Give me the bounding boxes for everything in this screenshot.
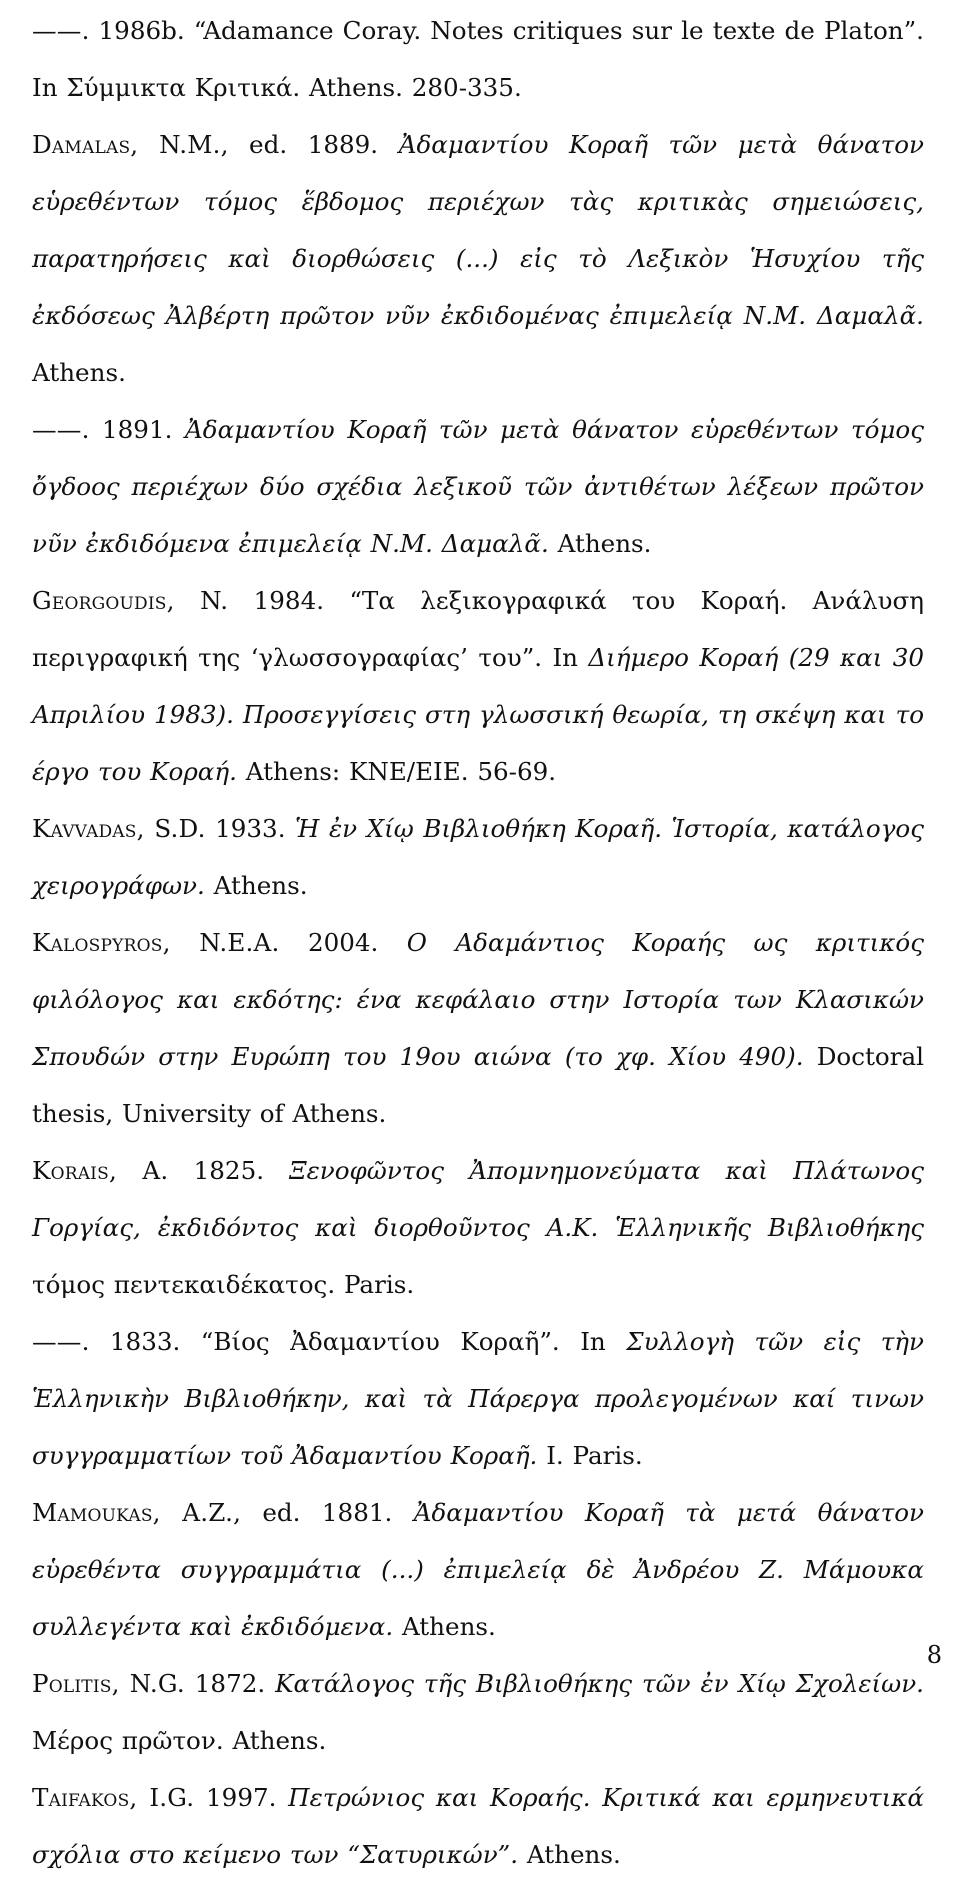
entry-rest-2: Athens: ΚΝΕ/ΕΙΕ. 56-69. <box>236 757 557 786</box>
entry-rest: Athens. <box>393 1612 496 1641</box>
entry-date: . 1986b. <box>81 16 185 45</box>
entry-rest: Athens. <box>548 529 652 558</box>
bibliography-entry <box>32 572 924 800</box>
entry-title: Κατάλογος τῆς Βιβλιοθήκης τῶν ἐν Χίῳ Σχολείων. <box>275 1669 925 1698</box>
bibliography-entry <box>32 1313 924 1484</box>
entry-title: Ἡ ἐν Χίῳ Βιβλιοθήκη Κοραῆ. Ἱστορία, κατάλογος χειρογράφων. <box>32 814 924 900</box>
entry-date: , ed. 1889. <box>220 130 399 159</box>
entry-title: Ἀδαμαντίου Κοραῆ τὰ μετά θάνατον εὑρεθέντα συγγραμμάτια (...) ἐπιμελείᾳ δὲ Ἀνδρέου Ζ. Μάμουκα συλλεγέντα καὶ ἐκδιδόμενα. <box>32 1498 924 1641</box>
entry-author: Politis, N.G. <box>32 1669 185 1698</box>
entry-author: Kalospyros, N.E.A. <box>32 928 280 957</box>
entry-rest-2: I. Paris. <box>537 1441 643 1470</box>
entry-author: —— <box>32 16 82 45</box>
entry-date: , ed. 1881. <box>233 1498 414 1527</box>
entry-title: Πετρώνιος και Κοραής. Κριτικά και ερμηνευτικά σχόλια στο κείμενο των “Σατυρικών”. <box>32 1783 925 1869</box>
entry-date: . 1833. <box>81 1327 201 1356</box>
entry-author: —— <box>32 415 82 444</box>
bibliography-entry <box>32 2 924 116</box>
entry-rest: “Adamance Coray. Notes critiques sur le texte de Platon”. In Σύμμικτα Κριτικά. Athens. 280-335. <box>32 16 924 102</box>
entry-author: Taifakos, I.G. <box>32 1783 195 1812</box>
entry-rest: τόμος πεντεκαιδέκατος. Paris. <box>32 1270 415 1299</box>
bibliography-entry <box>32 1769 924 1883</box>
entry-rest: Athens. <box>32 358 126 387</box>
entry-author: Korais, A. <box>32 1156 169 1185</box>
bibliography-entry <box>32 401 924 572</box>
entry-title-2: Συλλογὴ τῶν εἰς τὴν Ἑλληνικὴν Βιβλιοθήκην, καὶ τὰ Πάρεργα προλεγομένων καί τινων συγγραμματίων τοῦ Ἀδαμαντίου Κοραῆ. <box>32 1327 924 1470</box>
entry-rest: Doctoral thesis, University of Athens. <box>32 1042 924 1128</box>
bibliography-entry <box>32 116 924 401</box>
entry-rest: Athens. <box>518 1840 621 1869</box>
entry-date: 1825. <box>168 1156 290 1185</box>
bibliography-entry <box>32 914 924 1142</box>
entry-date: 1933. <box>205 814 296 843</box>
entry-date: . 1891. <box>81 415 186 444</box>
entry-title: Ἀδαμαντίου Κοραῆ τῶν μετὰ θάνατον εὑρεθέντων τόμος ἕβδομος περιέχων τὰς κριτικὰς σημειώσεις, παρατηρήσεις καὶ διορθώσεις (...) εἰς τὸ Λεξικὸν Ἡσυχίου τῆς ἐκδόσεως Ἀλβέρτη πρῶτον νῦν ἐκδιδομένας ἐπιμελείᾳ Ν.Μ. Δαμαλᾶ. <box>32 130 924 330</box>
entry-author: Damalas, N.M. <box>32 130 221 159</box>
entry-rest: Athens. <box>204 871 308 900</box>
entry-rest: “Τα λεξικογραφικά του Κοραή. Ανάλυση περιγραφική της ‘γλωσσογραφίας’ του”. In <box>32 586 925 672</box>
bibliography-entry <box>32 800 924 914</box>
entry-rest: Μέρος πρῶτον. Athens. <box>32 1726 327 1755</box>
bibliography-entry <box>32 1142 924 1313</box>
entry-date: 2004. <box>279 928 407 957</box>
entry-rest: “Βίος Ἀδαμαντίου Κοραῆ”. In <box>200 1327 627 1356</box>
entry-title: Ο Αδαμάντιος Κοραής ως κριτικός φιλόλογος και εκδότης: ένα κεφάλαιο στην Ιστορία των Κλασικών Σπουδών στην Ευρώπη του 19ου αιώνα (το χφ. Χίου 490). <box>32 928 924 1071</box>
entry-author: Mamoukas, A.Z. <box>32 1498 234 1527</box>
entry-title-2: Διήμερο Κοραή (29 και 30 Απριλίου 1983). Προσεγγίσεις στη γλωσσική θεωρία, τη σκέψη και το έργο του Κοραή. <box>32 643 924 786</box>
page-number: 8 <box>926 1641 942 1669</box>
entry-author: Kavvadas, S.D. <box>32 814 206 843</box>
entry-title: Ἀδαμαντίου Κοραῆ τῶν μετὰ θάνατον εὑρεθέντων τόμος ὄγδοος περιέχων δύο σχέδια λεξικοῦ τῶν ἀντιθέτων λέξεων πρῶτον νῦν ἐκδιδόμενα ἐπιμελείᾳ Ν.Μ. Δαμαλᾶ. <box>32 415 924 558</box>
bibliography-entry <box>32 1655 924 1769</box>
entry-date: 1872. <box>184 1669 276 1698</box>
entry-date: 1984. <box>228 586 350 615</box>
entry-author: Georgoudis, N. <box>32 586 229 615</box>
entry-author: —— <box>32 1327 82 1356</box>
bibliography-entry <box>32 1484 924 1655</box>
entry-title: Ξενοφῶντος Ἀπομνημονεύματα καὶ Πλάτωνος Γοργίας, ἐκδιδόντος καὶ διορθοῦντος Α.Κ. Ἑλληνικῆς Βιβλιοθήκης <box>32 1156 925 1242</box>
entry-date: 1997. <box>194 1783 289 1812</box>
